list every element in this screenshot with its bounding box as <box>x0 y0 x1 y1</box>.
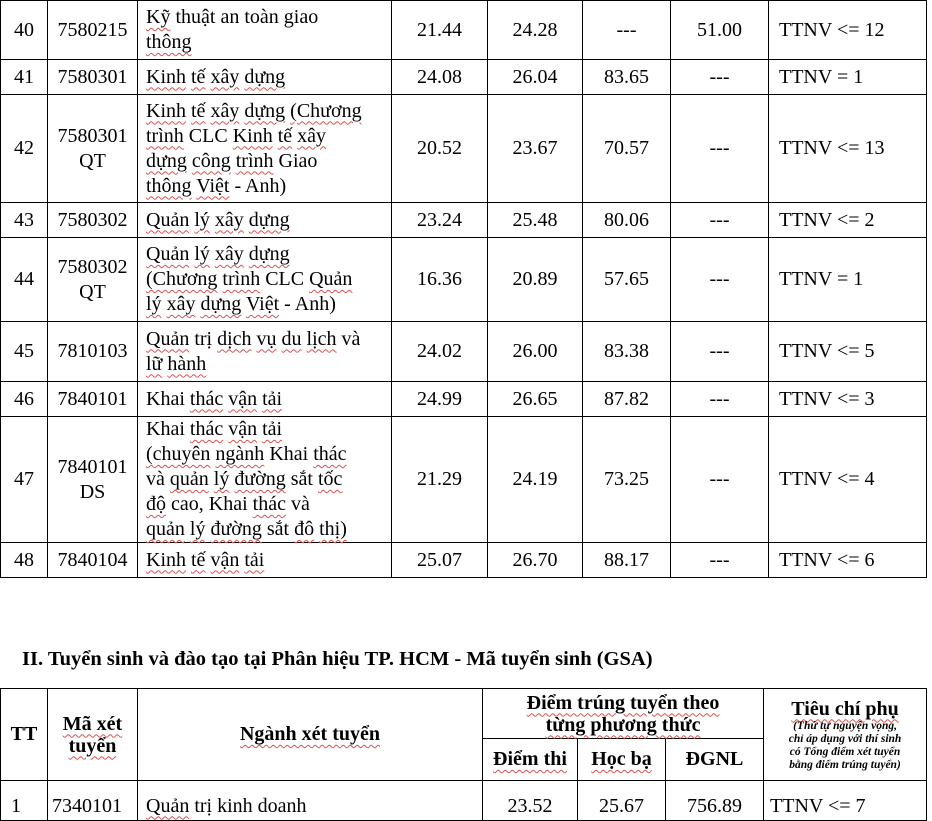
cell-major-name <box>138 417 392 543</box>
cell-criteria: TTNV <= 7 <box>764 781 927 821</box>
cell-major-name <box>138 1 392 60</box>
cell-major-name-line: độ cao, Khai thác và <box>146 493 310 515</box>
table-row <box>1 60 927 95</box>
cell-major-name <box>138 238 392 322</box>
cell-major-name <box>138 382 392 417</box>
cell-score-hocba: 24.28 <box>488 1 583 60</box>
cell-major-name-line: (chuyên ngành Khai thác <box>146 443 347 465</box>
cell-code <box>48 60 138 95</box>
cell-score-dgnl: 57.65 <box>583 238 671 322</box>
header-score-group <box>483 689 764 739</box>
cell-major-name-line: dựng công trình Giao <box>146 149 318 172</box>
cell-code <box>48 95 138 203</box>
header-criteria-note: chỉ áp dụng với thí sinh <box>788 732 902 745</box>
cell-major-name-line: Kinh tế vận tải <box>146 548 265 571</box>
cell-score-thi: 24.08 <box>392 60 488 95</box>
cell-criteria: TTNV = 1 <box>769 60 927 95</box>
cell-code <box>48 238 138 322</box>
header-score-group-line: Điểm trúng tuyển theo <box>526 691 720 714</box>
table-row <box>1 543 927 578</box>
cell-score-hocba: 26.70 <box>488 543 583 578</box>
cell-code-line: 7580302 <box>57 255 128 278</box>
cell-major-name-line: lữ hành <box>146 352 207 375</box>
header-code-line: tuyển <box>68 734 117 757</box>
cell-criteria: TTNV <= 5 <box>769 322 927 382</box>
cell-criteria: TTNV <= 12 <box>769 1 927 60</box>
cell-score-dgnl: 70.57 <box>583 95 671 203</box>
cell-score-dgnl: 87.82 <box>583 382 671 417</box>
cell-score-dgnl: --- <box>583 1 671 60</box>
cell-score-thi: 23.24 <box>392 203 488 238</box>
cell-tt: 44 <box>1 238 48 322</box>
cell-score-dgnl: 80.06 <box>583 203 671 238</box>
cell-major-name-line: trình CLC Kinh tế xây <box>146 124 327 147</box>
cell-score-hocba: 24.19 <box>488 417 583 543</box>
cell-score-thi: 25.07 <box>392 543 488 578</box>
cell-code <box>48 382 138 417</box>
cell-score-hocba: 23.67 <box>488 95 583 203</box>
cell-score-dgtd: --- <box>671 238 769 322</box>
cell-code-line: 7840101 <box>57 387 128 410</box>
cell-score-thi: 24.02 <box>392 322 488 382</box>
cell-tt: 45 <box>1 322 48 382</box>
cell-major-name-line: quản lý đường sắt đô thị) <box>146 518 347 540</box>
cell-criteria: TTNV <= 4 <box>769 417 927 543</box>
header-tt: TT <box>1 689 48 781</box>
cell-code-line: QT <box>79 149 106 172</box>
cell-score-thi: 23.52 <box>483 781 578 821</box>
cell-major-name-line: thông Việt - Anh) <box>146 174 287 197</box>
table-row <box>1 238 927 322</box>
header-code <box>48 689 138 781</box>
table-row <box>1 417 927 543</box>
cell-criteria: TTNV <= 3 <box>769 382 927 417</box>
cell-major-name-line: Kinh tế xây dựng (Chương <box>146 99 362 122</box>
header-criteria <box>764 689 927 781</box>
cell-score-thi: 21.44 <box>392 1 488 60</box>
cell-code-line: 7810103 <box>57 340 128 362</box>
section-heading: II. Tuyển sinh và đào tạo tại Phân hiệu TP. HCM - Mã tuyển sinh (GSA) <box>22 648 653 670</box>
cell-code <box>48 1 138 60</box>
header-thi <box>483 739 578 781</box>
cell-tt: 46 <box>1 382 48 417</box>
cell-score-hocba: 25.48 <box>488 203 583 238</box>
cell-score-thi: 24.99 <box>392 382 488 417</box>
cell-code-line: QT <box>79 280 106 303</box>
cell-major-name: Quản trị kinh doanh <box>138 781 483 821</box>
cell-major-name <box>138 543 392 578</box>
header-criteria-note: có Tổng điểm xét tuyển <box>789 745 901 758</box>
cell-score-hocba: 26.04 <box>488 60 583 95</box>
cell-code <box>48 543 138 578</box>
cell-code: 7340101 <box>48 781 138 821</box>
cell-score-dgtd: --- <box>671 203 769 238</box>
table-row <box>1 322 927 382</box>
cell-score-thi: 20.52 <box>392 95 488 203</box>
table-row <box>1 1 927 60</box>
table-row <box>1 95 927 203</box>
cell-score-dgnl: 756.89 <box>666 781 764 821</box>
header-criteria-note: bằng điểm trúng tuyển) <box>789 758 901 771</box>
cell-tt: 47 <box>1 417 48 543</box>
header-criteria-note: (Thứ tự nguyện vọng, <box>793 719 897 732</box>
cell-tt: 40 <box>1 1 48 60</box>
cell-code-line: 7840101 <box>57 455 128 478</box>
cell-criteria: TTNV <= 13 <box>769 95 927 203</box>
cell-major-name-line: và quản lý đường sắt tốc <box>146 468 343 490</box>
cell-code-line: DS <box>79 480 106 503</box>
cell-major-name <box>138 203 392 238</box>
header-hocba <box>578 739 666 781</box>
cell-major-name <box>138 95 392 203</box>
cell-major-name-line: Quản lý xây dựng <box>146 243 290 265</box>
cell-criteria: TTNV <= 6 <box>769 543 927 578</box>
cell-score-dgtd: --- <box>671 95 769 203</box>
cell-major-name-line: (Chương trình CLC Quản <box>146 268 353 290</box>
cell-score-hocba: 26.00 <box>488 322 583 382</box>
cell-major-name <box>138 60 392 95</box>
cell-score-hocba: 20.89 <box>488 238 583 322</box>
cell-score-dgnl: 88.17 <box>583 543 671 578</box>
cell-score-dgtd: --- <box>671 417 769 543</box>
header-hocba-text: Học bạ <box>591 748 652 770</box>
table-row <box>1 382 927 417</box>
cell-code <box>48 203 138 238</box>
cell-criteria: TTNV = 1 <box>769 238 927 322</box>
cell-major-name-line: Quản lý xây dựng <box>146 208 290 231</box>
cell-tt: 42 <box>1 95 48 203</box>
header-criteria-title: Tiêu chí phụ <box>791 697 899 720</box>
cell-major-name-line: lý xây dựng Việt - Anh) <box>146 293 336 315</box>
cell-score-dgtd: --- <box>671 382 769 417</box>
cell-code <box>48 322 138 382</box>
cell-major-name-line: Khai thác vận tải <box>146 387 283 410</box>
cell-code-line: 7580301 <box>57 65 128 88</box>
admission-table-gsa <box>0 688 927 821</box>
cell-code-line: 7840104 <box>57 548 128 571</box>
cell-score-dgnl: 83.38 <box>583 322 671 382</box>
cell-major-name <box>138 322 392 382</box>
cell-major-name-line: Kỹ thuật an toàn giao <box>146 6 319 28</box>
cell-score-dgnl: 73.25 <box>583 417 671 543</box>
cell-score-hocba: 25.67 <box>578 781 666 821</box>
cell-score-hocba: 26.65 <box>488 382 583 417</box>
cell-score-dgtd: --- <box>671 60 769 95</box>
header-dgnl: ĐGNL <box>666 739 764 781</box>
cell-major-name-line: Quản trị dịch vụ du lịch và <box>146 327 361 350</box>
cell-major-name-line: Kinh tế xây dựng <box>146 65 286 88</box>
cell-major-name-line: Khai thác vận tải <box>146 418 283 440</box>
cell-tt: 41 <box>1 60 48 95</box>
cell-code-line: 7580301 <box>57 124 128 147</box>
cell-score-dgtd: --- <box>671 543 769 578</box>
cell-score-thi: 16.36 <box>392 238 488 322</box>
header-code-line: Mã xét <box>62 712 123 735</box>
cell-criteria: TTNV <= 2 <box>769 203 927 238</box>
header-name-text: Ngành xét tuyển <box>239 723 380 745</box>
cell-major-name-line: thông <box>146 31 192 53</box>
cell-tt: 48 <box>1 543 48 578</box>
cell-score-dgnl: 83.65 <box>583 60 671 95</box>
header-name <box>138 689 483 781</box>
table-row <box>1 781 927 821</box>
table-row <box>1 203 927 238</box>
cell-code-line: 7580215 <box>57 18 128 41</box>
cell-code <box>48 417 138 543</box>
cell-tt: 43 <box>1 203 48 238</box>
header-score-group-line: từng phương thức <box>545 713 701 736</box>
cell-tt: 1 <box>1 781 48 821</box>
cell-score-dgtd: 51.00 <box>671 1 769 60</box>
cell-score-dgtd: --- <box>671 322 769 382</box>
header-thi-text: Điểm thi <box>493 748 567 770</box>
cell-score-thi: 21.29 <box>392 417 488 543</box>
cell-code-line: 7580302 <box>57 208 128 231</box>
